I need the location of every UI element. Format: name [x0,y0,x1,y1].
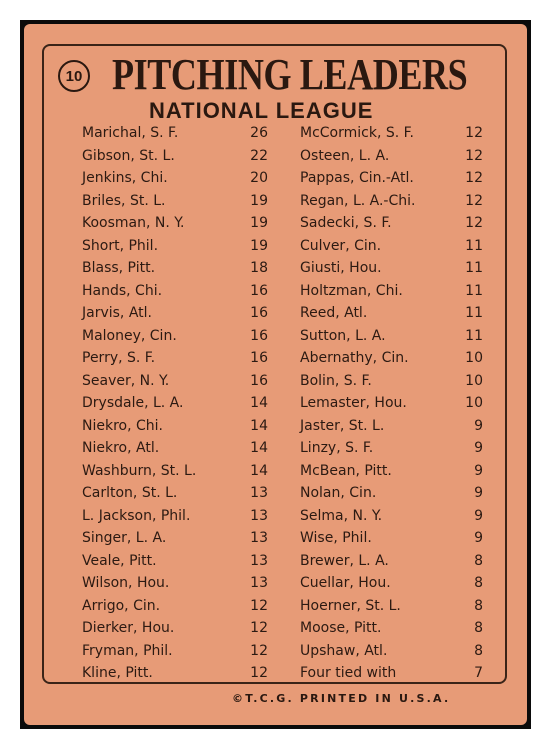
left-player-name: Niekro, Chi. [82,417,163,434]
table-row [24,122,527,145]
card-title: PITCHING LEADERS [112,50,468,99]
table-row [24,662,527,685]
right-player-name: McBean, Pitt. [300,462,392,479]
right-win-count: 8 [474,642,483,659]
right-win-count: 8 [474,552,483,569]
left-win-count: 16 [250,305,268,321]
right-win-count: 10 [465,350,483,366]
right-win-count: 12 [465,147,483,164]
right-player-name: Four tied with [300,665,397,681]
table-row [24,212,527,235]
left-player-name: Carlton, St. L. [82,485,178,501]
right-win-count: 8 [474,575,483,591]
right-win-count: 7 [474,665,483,681]
table-row [24,572,527,595]
right-win-count: 9 [474,485,483,501]
table-row [24,640,527,663]
left-win-count: 22 [250,147,268,164]
left-win-count: 19 [250,192,268,209]
table-row [24,190,527,213]
left-win-count: 12 [250,620,268,636]
table-row [24,302,527,325]
card-subtitle: NATIONAL LEAGUE [149,98,374,123]
table-row [24,347,527,370]
right-player-name: Moose, Pitt. [300,620,382,636]
right-player-name: Bolin, S. F. [300,372,372,389]
right-player-name: Nolan, Cin. [300,485,377,501]
table-row [24,527,527,550]
right-win-count: 8 [474,597,483,614]
table-row [24,437,527,460]
table-row [24,505,527,528]
right-win-count: 12 [465,215,483,231]
left-win-count: 14 [250,395,268,411]
right-player-name: Reed, Atl. [300,305,368,321]
right-player-name: Giusti, Hou. [300,260,382,276]
left-win-count: 12 [250,597,268,614]
table-row [24,280,527,303]
left-player-name: Veale, Pitt. [82,552,157,569]
table-row [24,617,527,640]
right-player-name: Sutton, L. A. [300,327,386,344]
left-win-count: 16 [250,327,268,344]
left-player-name: Koosman, N. Y. [82,215,185,231]
right-win-count: 12 [465,170,483,186]
right-player-name: Upshaw, Atl. [300,642,388,659]
right-player-name: Cuellar, Hou. [300,575,391,591]
right-win-count: 9 [474,417,483,434]
right-player-name: Lemaster, Hou. [300,395,407,411]
right-player-name: Osteen, L. A. [300,147,390,164]
right-player-name: Jaster, St. L. [300,417,385,434]
left-win-count: 19 [250,215,268,231]
table-row [24,167,527,190]
left-win-count: 26 [250,125,268,141]
table-row [24,257,527,280]
left-win-count: 13 [250,485,268,501]
right-win-count: 9 [474,507,483,524]
card-number-badge: 10 [58,60,90,92]
left-win-count: 14 [250,462,268,479]
right-win-count: 11 [465,237,483,254]
left-player-name: L. Jackson, Phil. [82,507,191,524]
left-player-name: Gibson, St. L. [82,147,175,164]
left-player-name: Niekro, Atl. [82,440,160,456]
table-row [24,595,527,618]
left-player-name: Kline, Pitt. [82,665,153,681]
table-row [24,550,527,573]
right-player-name: Abernathy, Cin. [300,350,409,366]
left-player-name: Short, Phil. [82,237,159,254]
left-win-count: 14 [250,417,268,434]
right-win-count: 12 [465,192,483,209]
right-player-name: Sadecki, S. F. [300,215,392,231]
left-player-name: Drysdale, L. A. [82,395,184,411]
left-player-name: Washburn, St. L. [82,462,197,479]
right-win-count: 9 [474,440,483,456]
left-win-count: 13 [250,575,268,591]
left-win-count: 18 [250,260,268,276]
table-row [24,460,527,483]
right-player-name: Regan, L. A.-Chi. [300,192,416,209]
right-player-name: Holtzman, Chi. [300,282,403,299]
table-row [24,392,527,415]
left-player-name: Hands, Chi. [82,282,163,299]
table-row [24,482,527,505]
right-player-name: Hoerner, St. L. [300,597,401,614]
table-row [24,145,527,168]
right-win-count: 10 [465,395,483,411]
table-row [24,235,527,258]
right-player-name: Brewer, L. A. [300,552,389,569]
left-player-name: Fryman, Phil. [82,642,173,659]
right-win-count: 12 [465,125,483,141]
table-row [24,370,527,393]
left-player-name: Blass, Pitt. [82,260,156,276]
left-player-name: Perry, S. F. [82,350,156,366]
right-player-name: Linzy, S. F. [300,440,374,456]
right-win-count: 11 [465,327,483,344]
left-player-name: Marichal, S. F. [82,125,179,141]
left-win-count: 16 [250,372,268,389]
right-win-count: 9 [474,530,483,546]
right-win-count: 8 [474,620,483,636]
left-player-name: Jenkins, Chi. [82,170,168,186]
left-win-count: 16 [250,350,268,366]
left-player-name: Maloney, Cin. [82,327,177,344]
copyright-footer: ©T.C.G. PRINTED IN U.S.A. [232,692,451,705]
left-player-name: Briles, St. L. [82,192,166,209]
table-row [24,325,527,348]
right-player-name: Selma, N. Y. [300,507,383,524]
right-player-name: Wise, Phil. [300,530,372,546]
left-win-count: 20 [250,170,268,186]
right-win-count: 9 [474,462,483,479]
right-player-name: Culver, Cin. [300,237,382,254]
right-win-count: 11 [465,305,483,321]
left-player-name: Dierker, Hou. [82,620,175,636]
left-win-count: 13 [250,552,268,569]
left-win-count: 12 [250,642,268,659]
left-player-name: Wilson, Hou. [82,575,170,591]
left-player-name: Seaver, N. Y. [82,372,170,389]
right-player-name: McCormick, S. F. [300,125,414,141]
left-win-count: 14 [250,440,268,456]
right-win-count: 11 [465,282,483,299]
left-win-count: 13 [250,530,268,546]
left-win-count: 12 [250,665,268,681]
left-win-count: 16 [250,282,268,299]
right-player-name: Pappas, Cin.-Atl. [300,170,414,186]
left-player-name: Jarvis, Atl. [82,305,152,321]
table-row [24,415,527,438]
left-player-name: Singer, L. A. [82,530,167,546]
left-win-count: 19 [250,237,268,254]
left-win-count: 13 [250,507,268,524]
baseball-card-back [24,24,527,725]
right-win-count: 10 [465,372,483,389]
left-player-name: Arrigo, Cin. [82,597,161,614]
right-win-count: 11 [465,260,483,276]
